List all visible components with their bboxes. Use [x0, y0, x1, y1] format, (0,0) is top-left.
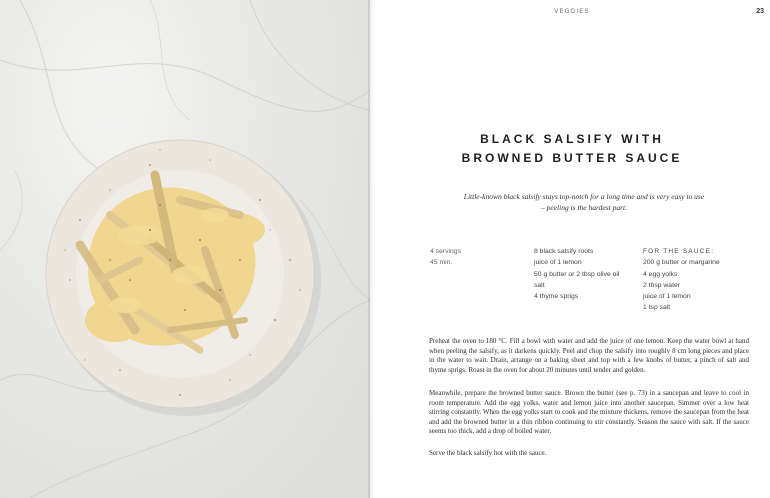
intro-line: – peeling is the hardest part. [541, 202, 627, 212]
recipe-title-line: BLACK SALSIFY WITH [480, 132, 664, 146]
running-head: VEGGIES [554, 9, 590, 15]
ingredient-item: 8 black salsify roots [534, 248, 594, 255]
ingredients-list [534, 246, 619, 302]
ingredient-item: 50 g butter or 2 tbsp olive oil [534, 270, 620, 278]
page-number: 23 [756, 8, 764, 15]
sauce-ingredient-item: 2 tbsp water [643, 281, 681, 289]
servings: 4 servings [430, 248, 461, 255]
method-paragraph: Serve the black salsify hot with the sauce. [429, 449, 547, 457]
sauce-ingredient-item: juice of 1 lemon [643, 293, 691, 301]
plate-illustration [0, 0, 370, 498]
ingredient-item: salt [534, 281, 545, 289]
sauce-ingredient-item: 1 tsp salt [643, 304, 671, 312]
ingredient-item: 4 thyme sprigs [534, 293, 579, 301]
recipe-page [374, 0, 770, 498]
intro-line: Little-known black salsify stays top-notch for a long time and is very easy to use [463, 192, 705, 201]
recipe-title [374, 130, 770, 168]
sauce-heading: FOR THE SAUCE: [643, 248, 715, 255]
recipe-meta [430, 246, 461, 269]
recipe-intro [434, 192, 734, 213]
sauce-ingredient-item: 4 egg yolks [643, 270, 678, 278]
method-paragraph: Preheat the oven to 180 °C. Fill a bowl with water and add the juice of one lemon. Keep the water bowl at hand when peeling the salsify, as it darkens quickly. Peel and chop the salsify into roughly 8 cm long pieces and place in the water to wait. Drain, arrange on a baking sheet and top with a few knobs of butter, a pinch of salt and thyme sprigs. Roast in the oven for about 20 minutes until tender and golden. [429, 337, 749, 374]
sauce-ingredient-item: 200 g butter or margarine [643, 259, 720, 267]
sauce-ingredients-list [643, 246, 720, 314]
recipe-title-line: BROWNED BUTTER SAUCE [461, 151, 683, 165]
method-paragraph: Meanwhile, prepare the browned butter sauce. Brown the butter (see p. 73) in a saucepan and leave to cool in room temperature. Add the egg yolks, water and lemon juice into another saucepan. Simmer over a low heat stirring constantly. When the egg yolks start to cook and the mixture thickens, remove the saucepan from the heat and add the browned butter in a thin ribbon continuing to stir constantly. Season the sauce with salt. If the sauce seems too thick, add a drop of boiled water. [429, 389, 749, 436]
food-photo [0, 0, 370, 498]
ingredient-item: juice of 1 lemon [534, 259, 582, 267]
cooking-time: 45 min. [430, 259, 453, 267]
